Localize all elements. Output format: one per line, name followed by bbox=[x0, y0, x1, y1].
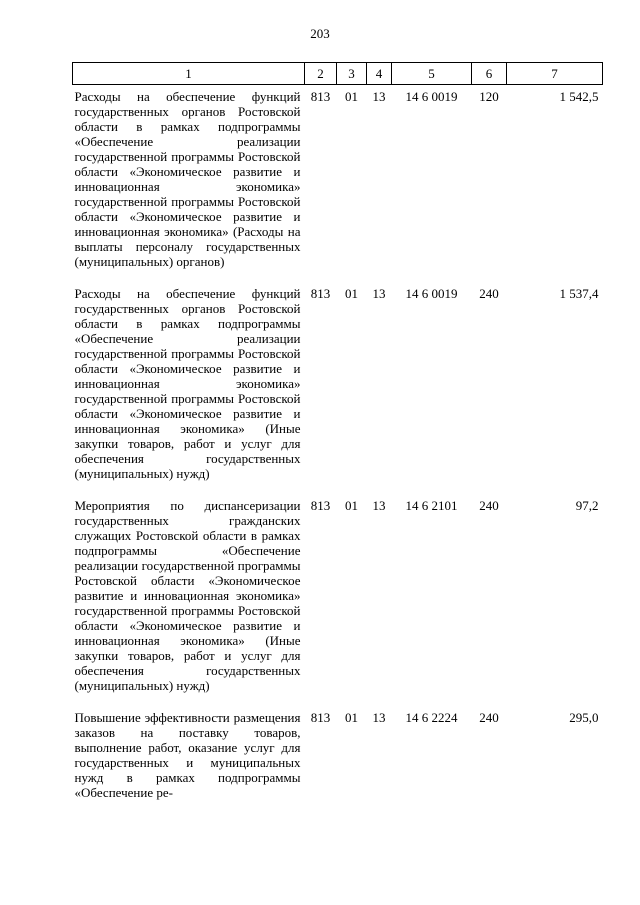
column-header: 1 bbox=[73, 63, 305, 85]
column-header: 4 bbox=[367, 63, 392, 85]
section-code: 01 bbox=[345, 89, 358, 104]
amount: 295,0 bbox=[569, 710, 599, 725]
amount: 1 537,4 bbox=[559, 286, 599, 301]
page-number: 203 bbox=[310, 26, 330, 41]
expense-name: Расходы на обеспечение функций государственных органов Ростовской области в рамках подпрограммы «Обеспечение реализации государственной программы Ростовской области «Экономическое развитие и инновационная экономика» государственной программы Ростовской области «Экономическое развитие и инновационная экономика» (Иные закупки товаров, работ и услуг для обеспечения государственных (муниципальных) нужд) bbox=[74, 286, 301, 481]
subsection-code: 13 bbox=[372, 89, 386, 104]
target-article-code: 14 6 2224 bbox=[405, 710, 458, 725]
column-header: 7 bbox=[507, 63, 603, 85]
column-header: 5 bbox=[392, 63, 472, 85]
amount: 97,2 bbox=[575, 498, 599, 513]
amount: 1 542,5 bbox=[559, 89, 599, 104]
subsection-code: 13 bbox=[372, 286, 386, 301]
expense-type-code: 240 bbox=[479, 498, 499, 513]
ministry-code: 813 bbox=[310, 710, 331, 725]
column-header: 2 bbox=[305, 63, 337, 85]
target-article-code: 14 6 0019 bbox=[405, 89, 458, 104]
expense-name: Мероприятия по диспансеризации государственных гражданских служащих Ростовской области в рамках подпрограммы «Обеспечение реализации государственной программы Ростовской области «Экономическое развитие и инновационная экономика» государственной программы Ростовской области «Экономическое развитие и инновационная экономика» (Иные закупки товаров, работ и услуг для обеспечения государственных (муниципальных) нужд) bbox=[74, 498, 301, 693]
subsection-code: 13 bbox=[372, 710, 386, 725]
section-code: 01 bbox=[345, 710, 358, 725]
section-code: 01 bbox=[345, 498, 358, 513]
expense-type-code: 240 bbox=[479, 710, 499, 725]
table-row bbox=[73, 494, 603, 706]
table-row bbox=[73, 706, 603, 813]
table-header-row bbox=[73, 63, 603, 85]
target-article-code: 14 6 2101 bbox=[405, 498, 458, 513]
expense-type-code: 240 bbox=[479, 286, 499, 301]
column-header: 3 bbox=[337, 63, 367, 85]
column-header: 6 bbox=[472, 63, 507, 85]
ministry-code: 813 bbox=[310, 89, 331, 104]
table-row bbox=[73, 85, 603, 283]
ministry-code: 813 bbox=[310, 498, 331, 513]
table-row bbox=[73, 282, 603, 494]
expense-name: Повышение эффективности размещения заказов на поставку товаров, выполнение работ, оказание услуг для государственных и муниципальных нужд в рамках подпрограммы «Обеспечение ре- bbox=[74, 710, 301, 800]
expense-name: Расходы на обеспечение функций государственных органов Ростовской области в рамках подпрограммы «Обеспечение реализации государственной программы Ростовской области «Экономическое развитие и инновационная экономика» государственной программы Ростовской области «Экономическое развитие и инновационная экономика» (Расходы на выплаты персоналу государственных (муниципальных) органов) bbox=[74, 89, 301, 269]
target-article-code: 14 6 0019 bbox=[405, 286, 458, 301]
ministry-code: 813 bbox=[310, 286, 331, 301]
section-code: 01 bbox=[345, 286, 358, 301]
expense-type-code: 120 bbox=[479, 89, 499, 104]
subsection-code: 13 bbox=[372, 498, 386, 513]
budget-table bbox=[72, 62, 603, 813]
